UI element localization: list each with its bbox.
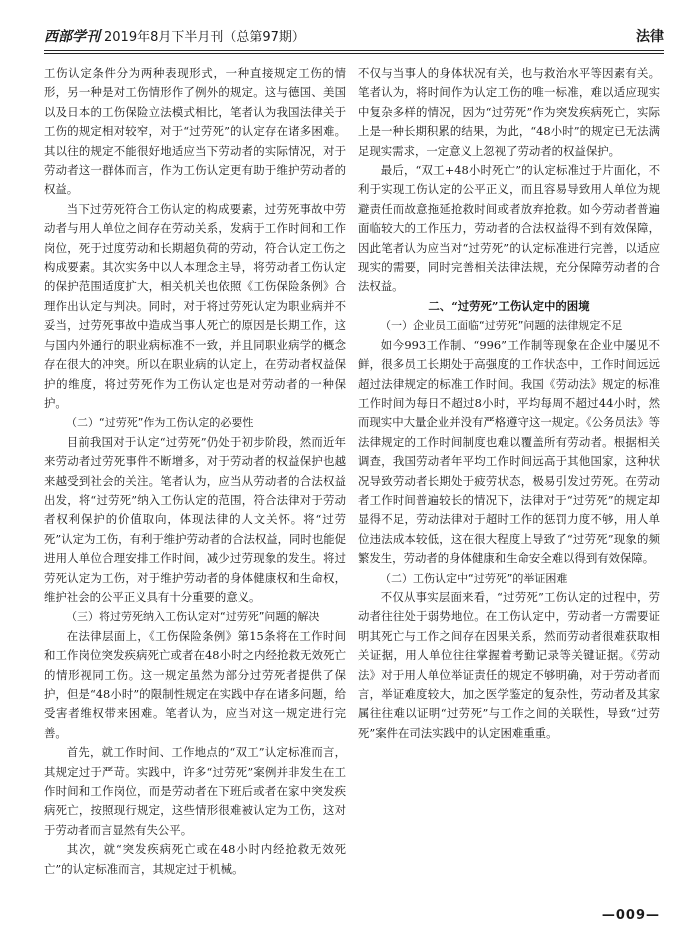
- paragraph: 如今993工作制、“996”工作制等现象在企业中屡见不鲜，很多员工长期处于高强度的工作状态中，工作时间远远超过法律规定的标准工作时间。我国《劳动法》规定的标准工作时间为每日不超过8小时，平均每周不超过44小时，然而现实中大量企业并没有严格遵守这一规定。《公务员法》等法律规定的工作时间制度也难以覆盖所有劳动者。根据相关调查，我国劳动者年平均工作时间远高于其他国家，这种状况导致劳动者长期处于疲劳状态，极易引发过劳死。在劳动者工作时间普遍较长的情况下，法律对于“过劳死”的规定却显得不足，劳动法律对于超时工作的惩罚力度不够，用人单位违法成本较低，这在很大程度上导致了“过劳死”现象的频繁发生，劳动者的身体健康和生命安全难以得到有效保障。: [358, 337, 660, 566]
- paragraph: 不仅与当事人的身体状况有关，也与救治水平等因素有关。笔者认为，将时间作为认定工伤的唯一标准，难以适应现实中复杂多样的情况，因为“过劳死”作为突发疾病死亡，实际上是一种长期积累的结果，为此，“48小时”的规定已无法满足现实需求，一定意义上忽视了劳动者的权益保护。: [358, 66, 660, 158]
- right-column: [358, 64, 660, 743]
- paragraph: 其次，就“突发疾病死亡或在48小时内经抢救无效死亡”的认定标准而言，其规定过于机械。: [44, 842, 346, 876]
- page-number: —009—: [601, 908, 660, 923]
- issue-info: 2019年8月下半月刊（总第97期）: [104, 30, 305, 45]
- paragraph: 首先，就工作时间、工作地点的“双工”认定标准而言，其规定过于严苛。实践中，许多“过劳死”案例并非发生在工作时间和工作岗位，而是劳动者在下班后或者在家中突发疾病死亡，按照现行规定，这些情形很难被认定为工伤，这对于劳动者而言显然有失公平。: [44, 745, 346, 837]
- header-rule-thin: [44, 53, 664, 54]
- journal-name: 西部学刊: [44, 29, 100, 45]
- running-header: [44, 20, 664, 46]
- paragraph: 目前我国对于认定“过劳死”仍处于初步阶段，然而近年来劳动者过劳死事件不断增多，对于劳动者的权益保护也越来越受到社会的关注。笔者认为，应当从劳动者的合法权益出发，将“过劳死”纳入工伤认定的范围，符合法律对于劳动者权利保护的价值取向，体现法律的人文关怀。将“过劳死”认定为工伤，有利于维护劳动者的合法权益，同时也能促进用人单位合理安排工作时间，减少过劳现象的发生。将过劳死认定为工伤，对于维护劳动者的身体健康权和生命权，维护社会的公平正义具有十分重要的意义。: [44, 434, 346, 604]
- section-heading: 二、“过劳死”工伤认定中的困境: [428, 298, 590, 313]
- left-column: [44, 64, 346, 879]
- subsection-heading: （二）“过劳死”作为工伤认定的必要性: [66, 416, 254, 430]
- paragraph: 工伤认定条件分为两种表现形式，一种直接规定工伤的情形，另一种是对工伤情形作了例外的规定。这与德国、美国以及日本的工伤保险立法模式相比，笔者认为我国法律关于工伤的规定相对较窄，对于“过劳死”的认定存在诸多困难。其以往的规定不能很好地适应当下劳动者的实际情况，对于劳动者这一群体而言，作为工伤认定更有助于维护劳动者的权益。: [44, 66, 346, 197]
- paragraph: 最后，“双工+48小时死亡”的认定标准过于片面化，不利于实现工伤认定的公平正义，而且容易导致用人单位为规避责任而故意拖延抢救时间或者放弃抢救。如今劳动者普遍面临较大的工作压力，劳动者的合法权益得不到有效保障，因此笔者认为应当对“过劳死”的认定标准进行完善，以适应现实的需要，同时完善相关法律法规，充分保障劳动者的合法权益。: [358, 163, 660, 294]
- subsection-heading: （三）将过劳死纳入工伤认定对“过劳死”问题的解决: [66, 610, 320, 624]
- paragraph: 当下过劳死符合工伤认定的构成要素，过劳死事故中劳动者与用人单位之间存在劳动关系，发病于工作时间和工作岗位，死于过度劳动和长期超负荷的劳动，符合认定工伤之构成要素。其次实务中以人本理念主导，将劳动者工伤认定的保护范围适度扩大，相关机关也依照《工伤保险条例》合理作出认定与判决。同时，对于将过劳死认定为职业病并不妥当，过劳死事故中造成当事人死亡的原因是长期工作，这与国内外通行的职业病标准不一致，并且同职业病学的概念存在很大的冲突。所以在职业病的认定上，在劳动者权益保护的维度，将过劳死作为工伤认定也是对劳动者的一种保护。: [44, 201, 346, 410]
- section-label: 法律: [636, 29, 664, 45]
- paragraph: 不仅从事实层面来看，“过劳死”工伤认定的过程中，劳动者往往处于弱势地位。在工伤认定中，劳动者一方需要证明其死亡与工作之间存在因果关系，然而劳动者很难获取相关证据，用人单位往往掌握着考勤记录等关键证据。《劳动法》对于用人单位举证责任的规定不够明确，对于劳动者而言，举证难度较大，加之医学鉴定的复杂性，劳动者及其家属往往难以证明“过劳死”与工作之间的关联性，导致“过劳死”案件在司法实践中的认定困难重重。: [358, 589, 660, 740]
- paragraph: 在法律层面上，《工伤保险条例》第15条将在工作时间和工作岗位突发疾病死亡或者在48小时之内经抢救无效死亡的情形视同工伤。这一规定虽然为部分过劳死者提供了保护，但是“48小时”的限制性规定在实践中存在诸多问题，给受害者维权带来困难。笔者认为，应当对这一规定进行完善。: [44, 628, 346, 740]
- subsection-heading: （一）企业员工面临“过劳死”问题的法律规定不足: [380, 319, 623, 333]
- header-rule: [44, 50, 664, 51]
- journal-info: [44, 26, 305, 46]
- subsection-heading: （二）工伤认定中“过劳死”的举证困难: [380, 571, 568, 585]
